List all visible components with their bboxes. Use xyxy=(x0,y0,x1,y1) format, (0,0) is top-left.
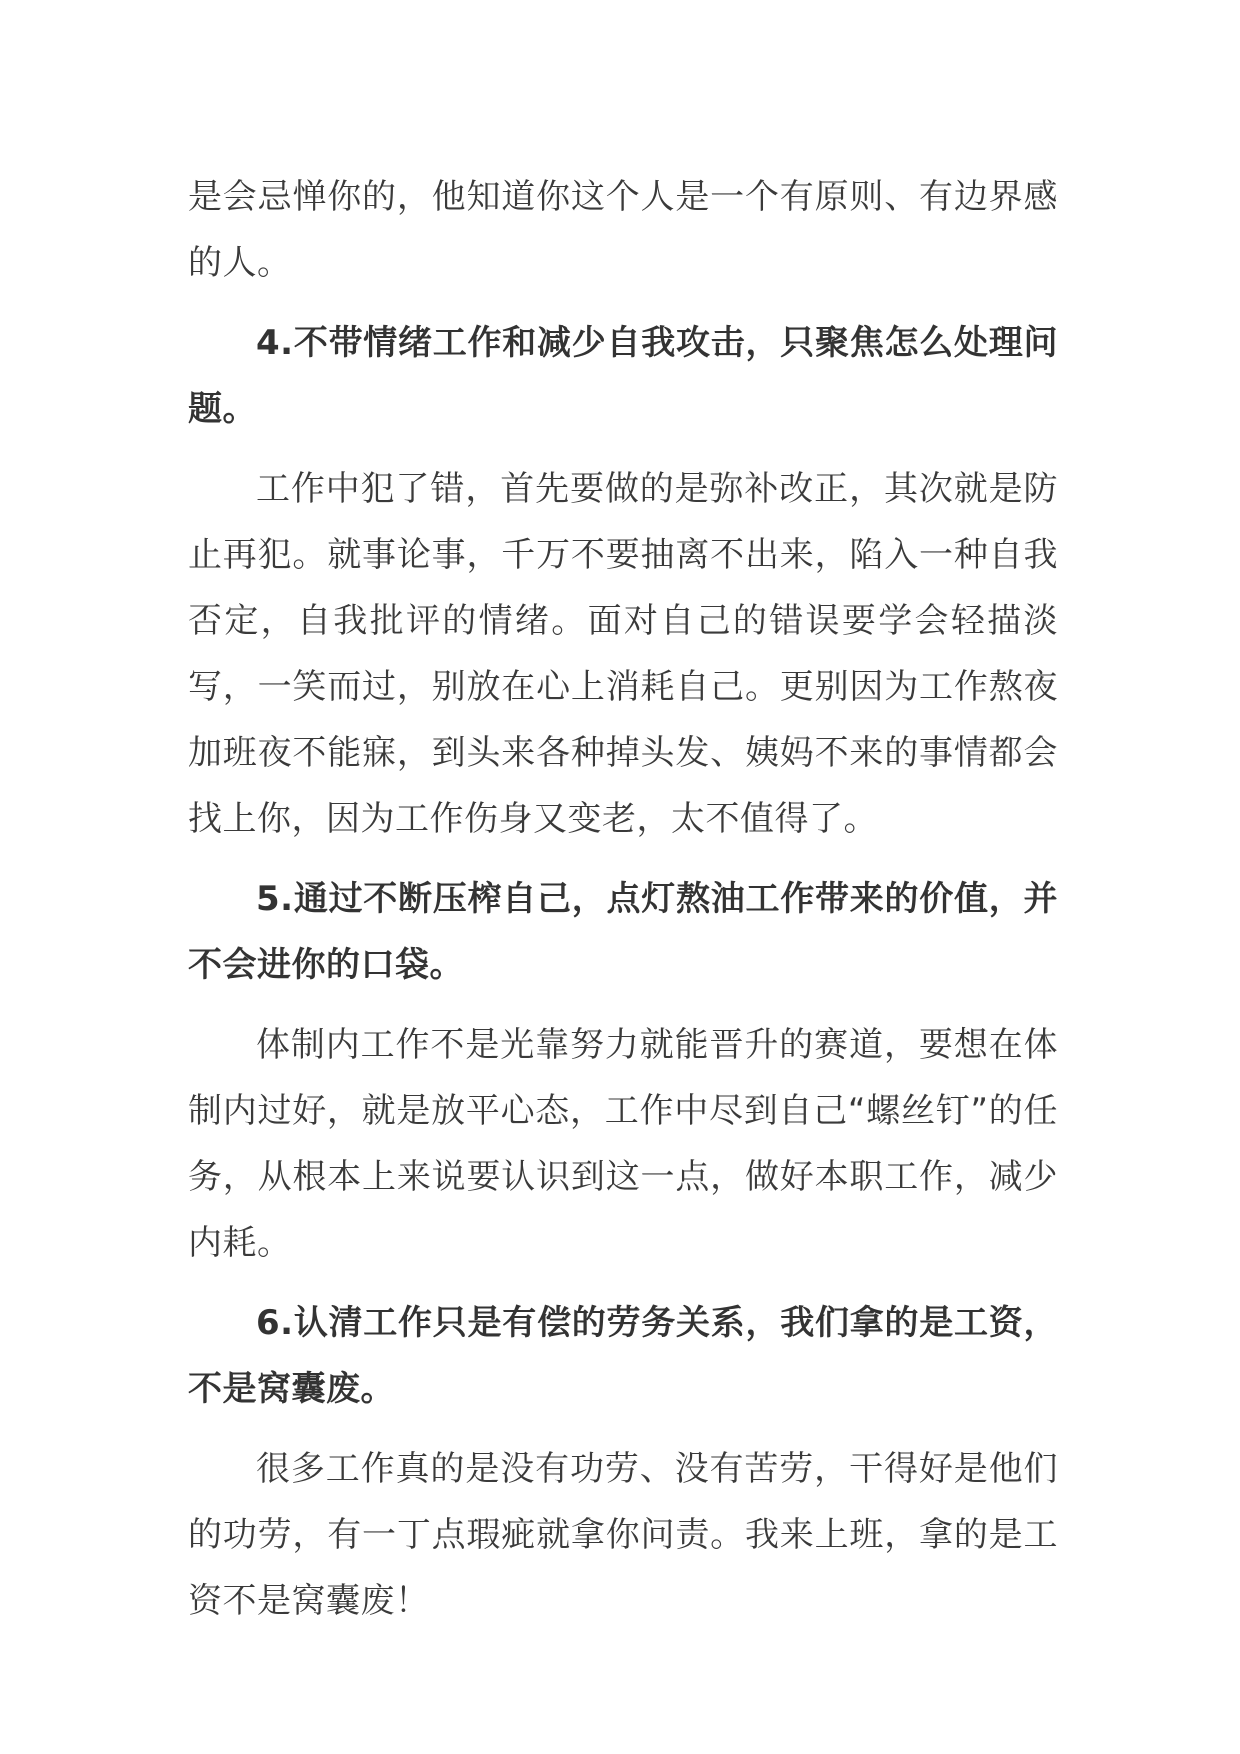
section-heading-4: 4.不带情绪工作和减少自我攻击，只聚焦怎么处理问题。 xyxy=(188,323,1058,429)
section-heading-6: 6.认清工作只是有偿的劳务关系，我们拿的是工资，不是窝囊废。 xyxy=(188,1303,1058,1409)
body-paragraph-5: 体制内工作不是光靠努力就能晋升的赛道，要想在体制内过好，就是放平心态，工作中尽到自己“螺丝钉”的任务，从根本上来说要认识到这一点，做好本职工作，减少内耗。 xyxy=(188,1025,1058,1263)
body-paragraph-4: 工作中犯了错，首先要做的是弥补改正，其次就是防止再犯。就事论事，千万不要抽离不出来，陷入一种自我否定，自我批评的情绪。面对自己的错误要学会轻描淡写，一笑而过，别放在心上消耗自己。更别因为工作熬夜加班夜不能寐，到头来各种掉头发、姨妈不来的事情都会找上你，因为工作伤身又变老，太不值得了。 xyxy=(188,469,1058,839)
section-heading-5: 5.通过不断压榨自己，点灯熬油工作带来的价值，并不会进你的口袋。 xyxy=(188,879,1058,985)
body-paragraph-6: 很多工作真的是没有功劳、没有苦劳，干得好是他们的功劳，有一丁点瑕疵就拿你问责。我来上班，拿的是工资不是窝囊废！ xyxy=(188,1449,1058,1621)
continuation-paragraph: 是会忌惮你的，他知道你这个人是一个有原则、有边界感的人。 xyxy=(188,177,1058,283)
document-page xyxy=(188,164,1058,1648)
